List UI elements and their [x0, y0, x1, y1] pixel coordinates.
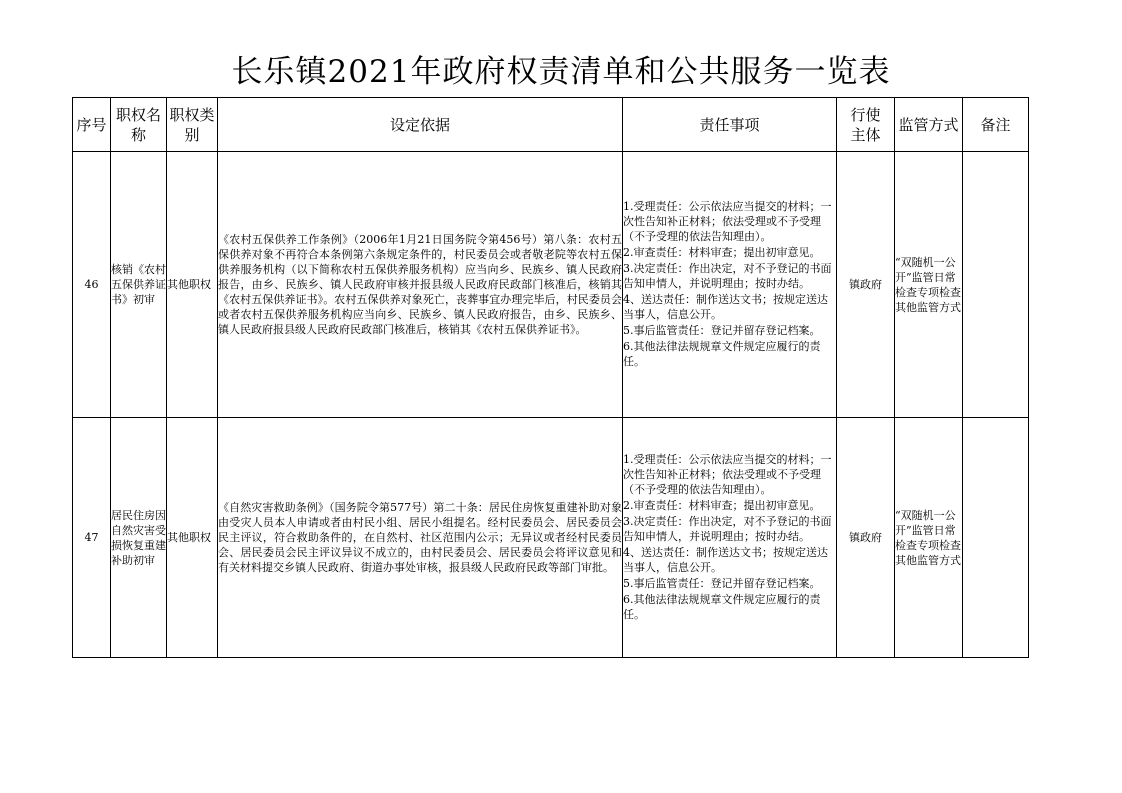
responsibility-item: 1.受理责任：公示依法应当提交的材料；一次性告知补正材料；依法受理或不予受理（不予受理的依法告知理由）。: [623, 200, 832, 243]
row-name: 居民住房因自然灾害受损恢复重建补助初审: [111, 418, 167, 658]
responsibility-item: 4、送达责任：制作送达文书；按规定送达当事人，信息公开。: [623, 546, 828, 574]
service-table: [72, 97, 1029, 658]
row-seq: 46: [73, 152, 111, 418]
row-body: 镇政府: [837, 152, 895, 418]
responsibility-item: 6.其他法律法规规章文件规定应履行的责任。: [623, 593, 821, 621]
row-responsibilities: [623, 152, 837, 418]
row-supervision: “双随机一公开”监管日常检查专项检查其他监管方式: [895, 152, 963, 418]
responsibility-item: 1.受理责任：公示依法应当提交的材料；一次性告知补正材料；依法受理或不予受理（不予受理的依法告知理由）。: [623, 453, 832, 496]
col-header-body: 行使主体: [837, 98, 895, 152]
row-basis: 《自然灾害救助条例》（国务院令第577号）第二十条：居民住房恢复重建补助对象由受灾人员本人申请或者由村民小组、居民小组提名。经村民委员会、居民委员会民主评议，符合救助条件的，在自然村、社区范围内公示；无异议或者经村民委员会、居民委员会民主评议异议不成立的，由村民委员会、居民委员会将评议意见和有关材料提交乡镇人民政府、街道办事处审核，报县级人民政府民政等部门审批。: [218, 418, 623, 658]
responsibility-item: 5.事后监管责任：登记并留存登记档案。: [623, 324, 821, 337]
header-row: [73, 98, 1029, 152]
row-category: 其他职权: [167, 418, 218, 658]
responsibility-item: 2.审查责任：材料审查；提出初审意见。: [623, 499, 821, 512]
col-header-supervision: 监管方式: [895, 98, 963, 152]
responsibility-item: 3.决定责任：作出决定，对不予登记的书面告知申情人，并说明理由；按时办结。: [623, 262, 832, 290]
col-header-seq: 序号: [73, 98, 111, 152]
row-responsibilities: [623, 418, 837, 658]
col-header-name: 职权名称: [111, 98, 167, 152]
responsibility-item: 6.其他法律法规规章文件规定应履行的责任。: [623, 340, 821, 368]
table-row: [73, 418, 1029, 658]
table-row: [73, 152, 1029, 418]
col-header-responsibilities: 责任事项: [623, 98, 837, 152]
row-seq: 47: [73, 418, 111, 658]
row-basis: 《农村五保供养工作条例》（2006年1月21日国务院令第456号）第八条：农村五保供养对象不再符合本条例第六条规定条件的，村民委员会或者敬老院等农村五保供养服务机构（以下简称农村五保供养服务机构）应当向乡、民族乡、镇人民政府报告，由乡、民族乡、镇人民政府审核并报县级人民政府民政部门核准后，核销其《农村五保供养证书》。农村五保供养对象死亡，丧葬事宜办理完毕后，村民委员会或者农村五保供养服务机构应当向乡、民族乡、镇人民政府报告，由乡、民族乡、镇人民政府报县级人民政府民政部门核准后，核销其《农村五保供养证书》。: [218, 152, 623, 418]
row-note: [963, 418, 1029, 658]
row-name: 核销《农村五保供养证书》初审: [111, 152, 167, 418]
page-title: 长乐镇2021年政府权责清单和公共服务一览表: [231, 54, 891, 90]
row-supervision: “双随机一公开”监管日常检查专项检查其他监管方式: [895, 418, 963, 658]
responsibility-item: 3.决定责任：作出决定，对不予登记的书面告知申情人，并说明理由；按时办结。: [623, 515, 832, 543]
responsibility-item: 2.审查责任：材料审查；提出初审意见。: [623, 246, 821, 259]
col-header-note: 备注: [963, 98, 1029, 152]
col-header-category: 职权类别: [167, 98, 218, 152]
col-header-basis: 设定依据: [218, 98, 623, 152]
responsibility-item: 4、送达责任：制作送达文书；按规定送达当事人，信息公开。: [623, 293, 828, 321]
row-note: [963, 152, 1029, 418]
row-category: 其他职权: [167, 152, 218, 418]
row-body: 镇政府: [837, 418, 895, 658]
responsibility-item: 5.事后监管责任：登记并留存登记档案。: [623, 577, 821, 590]
